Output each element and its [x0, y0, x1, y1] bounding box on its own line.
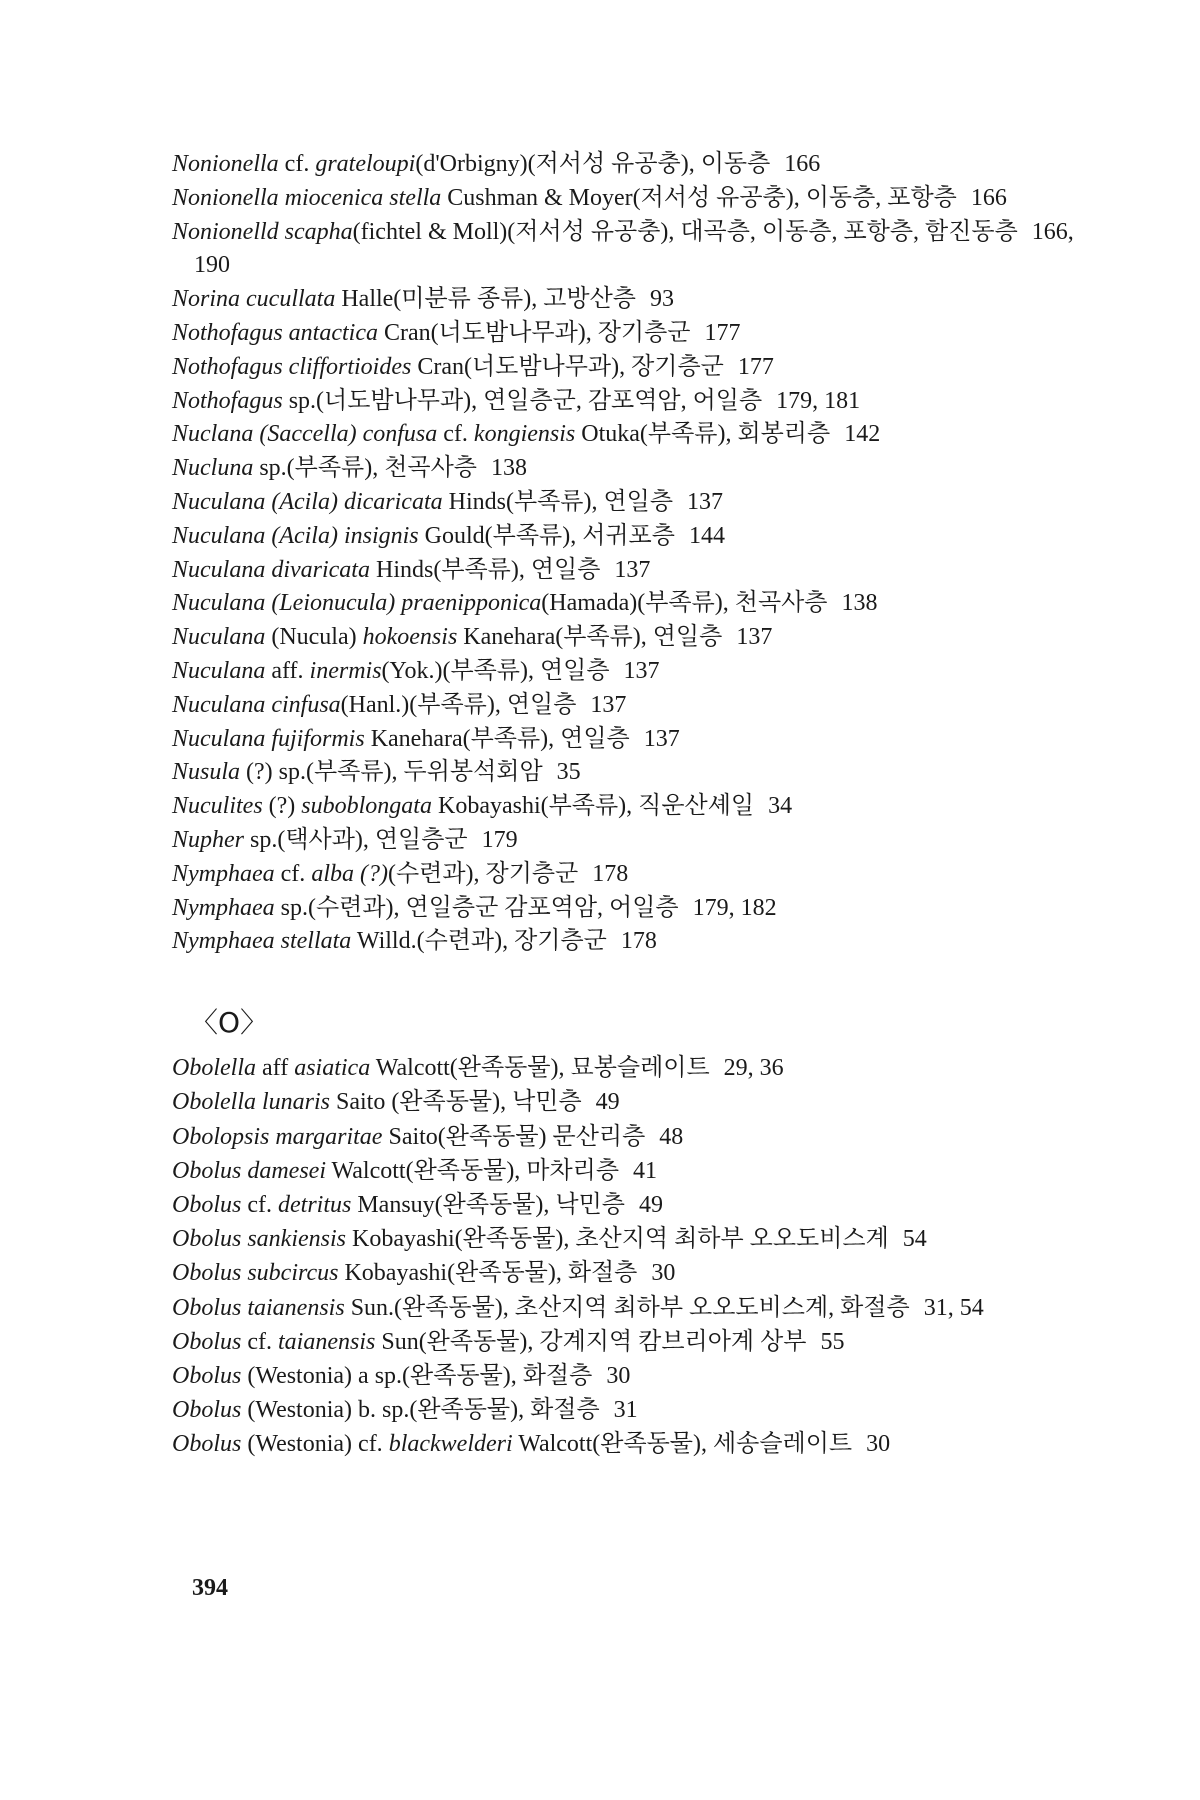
taxon-name: Nymphaea	[172, 860, 275, 887]
index-entry	[172, 148, 1100, 182]
index-entry	[172, 1393, 1100, 1427]
taxon-name: Obolus sankiensis	[172, 1226, 346, 1253]
index-entry	[172, 723, 1100, 757]
index-entry	[172, 452, 1100, 486]
taxon-name: Nusula	[172, 759, 241, 786]
index-entry	[172, 1256, 1100, 1290]
entry-text: Kanehara(부족류), 연일층	[457, 624, 723, 651]
entry-text: (fichtel & Moll)(저서성 유공충), 대곡층, 이동층, 포항층, 함진동층	[352, 218, 1018, 245]
entry-text: sp.(부족류), 천곡사층	[253, 455, 477, 482]
entry-text: Gould(부족류), 서귀포층	[418, 522, 675, 549]
index-entry	[172, 1051, 1100, 1085]
entry-text: sp.(택사과), 연일층군	[244, 826, 468, 853]
page-reference: 138	[841, 590, 878, 617]
page-reference: 48	[659, 1123, 684, 1150]
taxon-name: Nonionella miocenica stella	[172, 184, 442, 211]
entry-text: Kobayashi(완족동물), 초산지역 최하부 오오도비스계	[346, 1226, 889, 1253]
taxon-name: Nuculana (Leionucula) praenipponica	[172, 590, 542, 617]
taxon-name: Nuculana	[172, 657, 266, 684]
page-reference: 179, 182	[692, 894, 777, 921]
entry-text: Cushman & Moyer(저서성 유공충), 이동층, 포항층	[441, 184, 957, 211]
entry-text: Kobayashi(부족류), 직운산셰일	[431, 793, 755, 820]
entry-text: (?) sp.(부족류), 두위봉석회암	[240, 759, 543, 786]
page-number: 394	[192, 1575, 228, 1601]
page-reference: 137	[687, 488, 724, 515]
page-reference: 34	[768, 793, 793, 820]
index-entry	[172, 621, 1100, 655]
entry-text: Halle(미분류 종류), 고방산층	[335, 286, 636, 313]
index-entry	[172, 587, 1100, 621]
taxon-name: Nothofagus cliffortioides	[172, 353, 412, 380]
taxon-name: Nothofagus	[172, 387, 283, 414]
taxon-name: Obolella	[172, 1055, 256, 1082]
index-entry	[172, 1291, 1100, 1325]
page-reference: 142	[844, 421, 881, 448]
page-reference: 137	[623, 657, 660, 684]
taxon-name: Nuculana (Acila) dicaricata	[172, 488, 443, 515]
entry-text: Sun(완족동물), 강계지역 캄브리아계 상부	[375, 1328, 807, 1355]
page-reference: 179, 181	[776, 387, 861, 414]
index-entry	[172, 655, 1100, 689]
entry-text: Hinds(부족류), 연일층	[369, 556, 601, 583]
taxon-name: Obolus	[172, 1328, 242, 1355]
page-reference: 137	[590, 691, 627, 718]
taxon-name: Nuculites	[172, 793, 263, 820]
page-reference: 93	[649, 286, 674, 313]
entry-text: cf.	[241, 1191, 278, 1218]
page-reference: 177	[704, 319, 741, 346]
taxon-name: kongiensis	[473, 421, 576, 448]
taxon-name: taianensis	[278, 1328, 376, 1355]
page-reference: 178	[620, 928, 657, 955]
page-reference: 137	[614, 556, 651, 583]
page-reference: 54	[902, 1226, 927, 1253]
taxon-name: asiatica	[294, 1055, 371, 1082]
index-entry	[172, 790, 1100, 824]
entry-text: Willd.(수련과), 장기층군	[351, 928, 607, 955]
taxon-name: Nonionelld scapha	[172, 218, 353, 245]
section-heading-o: 〈O〉	[190, 1006, 269, 1040]
taxon-name: Nuculana	[172, 624, 266, 651]
taxon-name: suboblongata	[301, 793, 432, 820]
index-entry	[172, 1325, 1100, 1359]
entry-text: Walcott(완족동물), 세송슬레이트	[512, 1431, 853, 1458]
taxon-name: grateloupi	[315, 151, 416, 177]
page-reference: 30	[606, 1362, 631, 1389]
index-entry	[172, 1359, 1100, 1393]
page-reference: 166	[784, 151, 821, 177]
entry-text: (Hamada)(부족류), 천곡사층	[541, 590, 828, 617]
index-entry	[172, 1427, 1100, 1461]
page-reference: 30	[866, 1431, 891, 1458]
taxon-name: inermis	[309, 657, 382, 684]
page-reference: 30	[651, 1260, 676, 1287]
taxon-name: Obolus damesei	[172, 1157, 326, 1184]
taxon-name: Nucluna	[172, 455, 254, 482]
index-entry	[172, 689, 1100, 723]
taxon-name: blackwelderi	[388, 1431, 513, 1458]
index-entry	[172, 317, 1100, 351]
page-reference: 138	[490, 455, 527, 482]
index-entry	[172, 554, 1100, 588]
taxon-name: Nonionella	[172, 151, 279, 177]
entry-text: Mansuy(완족동물), 낙민층	[351, 1191, 625, 1218]
page-reference: 178	[592, 860, 629, 887]
entry-text: Walcott(완족동물), 묘봉슬레이트	[370, 1055, 710, 1082]
index-entry	[172, 858, 1100, 892]
index-entry	[172, 892, 1100, 926]
index-entry	[172, 182, 1100, 216]
entry-text: cf.	[241, 1328, 278, 1355]
page-reference: 49	[638, 1191, 663, 1218]
entry-text: cf.	[437, 421, 474, 448]
entry-text: aff.	[265, 657, 310, 684]
taxon-name: Norina cucullata	[172, 286, 336, 313]
taxon-name: Nuculana fujiformis	[172, 725, 365, 752]
entry-text: (Westonia) cf.	[241, 1431, 389, 1458]
page-reference: 137	[643, 725, 680, 752]
entry-text: sp.(너도밤나무과), 연일층군, 감포역암, 어일층	[282, 387, 763, 414]
index-entry	[172, 1154, 1100, 1188]
index-entry	[172, 351, 1100, 385]
index-entry	[172, 418, 1100, 452]
entry-text: (Westonia) b. sp.(완족동물), 화절층	[241, 1397, 600, 1424]
taxon-name: Obolus	[172, 1191, 242, 1218]
page-reference: 35	[556, 759, 581, 786]
entry-text: sp.(수련과), 연일층군 감포역암, 어일층	[274, 894, 679, 921]
index-entry	[172, 1222, 1100, 1256]
page-reference: 29, 36	[723, 1055, 784, 1082]
taxon-name: Obolus	[172, 1397, 242, 1424]
entry-text: (Yok.)(부족류), 연일층	[381, 657, 610, 684]
index-entry	[172, 756, 1100, 790]
taxon-name: Nuclana (Saccella) confusa	[172, 421, 438, 448]
taxon-name: Obolus subcircus	[172, 1260, 339, 1287]
entry-text: aff	[256, 1055, 295, 1082]
taxon-name: Obolopsis margaritae	[172, 1123, 383, 1150]
entry-text: Hinds(부족류), 연일층	[442, 488, 674, 515]
page-reference: 166	[970, 184, 1007, 211]
entry-text: (?)	[262, 793, 302, 820]
taxon-name: Nymphaea	[172, 894, 275, 921]
index-entry	[172, 486, 1100, 520]
taxon-name: Obolus	[172, 1431, 242, 1458]
taxon-name: Nymphaea stellata	[172, 928, 352, 955]
entry-text: Saito (완족동물), 낙민층	[330, 1089, 582, 1116]
entry-text: cf.	[274, 860, 312, 887]
entry-text: (Nucula)	[265, 624, 363, 651]
entry-text: (d'Orbigny)(저서성 유공충), 이동층	[415, 151, 771, 177]
index-entry	[172, 1120, 1100, 1154]
entry-text: Kobayashi(완족동물), 화절층	[338, 1260, 638, 1287]
page-reference: 179	[481, 826, 518, 853]
taxon-name: hokoensis	[362, 624, 458, 651]
entry-text: Kanehara(부족류), 연일층	[364, 725, 630, 752]
taxon-name: Obolus	[172, 1362, 242, 1389]
page-reference: 177	[737, 353, 774, 380]
index-entry	[172, 824, 1100, 858]
page-reference: 166, 190	[194, 218, 1074, 279]
taxon-name: Nuculana divaricata	[172, 556, 370, 583]
taxon-name: alba (?)	[311, 860, 388, 887]
index-entries-o	[172, 1051, 1100, 1461]
index-entry	[172, 1188, 1100, 1222]
index-entry	[172, 1085, 1100, 1119]
entry-text: Sun.(완족동물), 초산지역 최하부 오오도비스계, 화절층	[344, 1294, 910, 1321]
taxon-name: Nuculana (Acila) insignis	[172, 522, 419, 549]
taxon-name: Nupher	[172, 826, 244, 853]
taxon-name: Obolella lunaris	[172, 1089, 331, 1116]
entry-text: Saito(완족동물) 문산리층	[382, 1123, 646, 1150]
index-entries-n	[172, 148, 1100, 959]
page-reference: 144	[688, 522, 725, 549]
index-entry	[172, 925, 1100, 959]
entry-text: (Hanl.)(부족류), 연일층	[340, 691, 577, 718]
page-reference: 31	[613, 1397, 638, 1424]
page-reference: 137	[736, 624, 773, 651]
taxon-name: Nuculana cinfusa	[172, 691, 341, 718]
entry-text: cf.	[278, 151, 316, 177]
entry-text: Walcott(완족동물), 마차리층	[325, 1157, 620, 1184]
page-reference: 41	[633, 1157, 658, 1184]
entry-text: Cran(너도밤나무과), 장기층군	[378, 319, 691, 346]
entry-text: (수련과), 장기층군	[387, 860, 579, 887]
taxon-name: Obolus taianensis	[172, 1294, 345, 1321]
taxon-name: Nothofagus antactica	[172, 319, 378, 346]
index-entry	[172, 520, 1100, 554]
page-reference: 31, 54	[923, 1294, 984, 1321]
page-reference: 49	[595, 1089, 620, 1116]
taxon-name: detritus	[278, 1191, 352, 1218]
index-entry	[172, 216, 1100, 284]
index-entry	[172, 385, 1100, 419]
entry-text: (Westonia) a sp.(완족동물), 화절층	[241, 1362, 593, 1389]
entry-text: Otuka(부족류), 회봉리층	[575, 421, 831, 448]
page-reference: 55	[820, 1328, 845, 1355]
entry-text: Cran(너도밤나무과), 장기층군	[411, 353, 724, 380]
index-entry	[172, 283, 1100, 317]
